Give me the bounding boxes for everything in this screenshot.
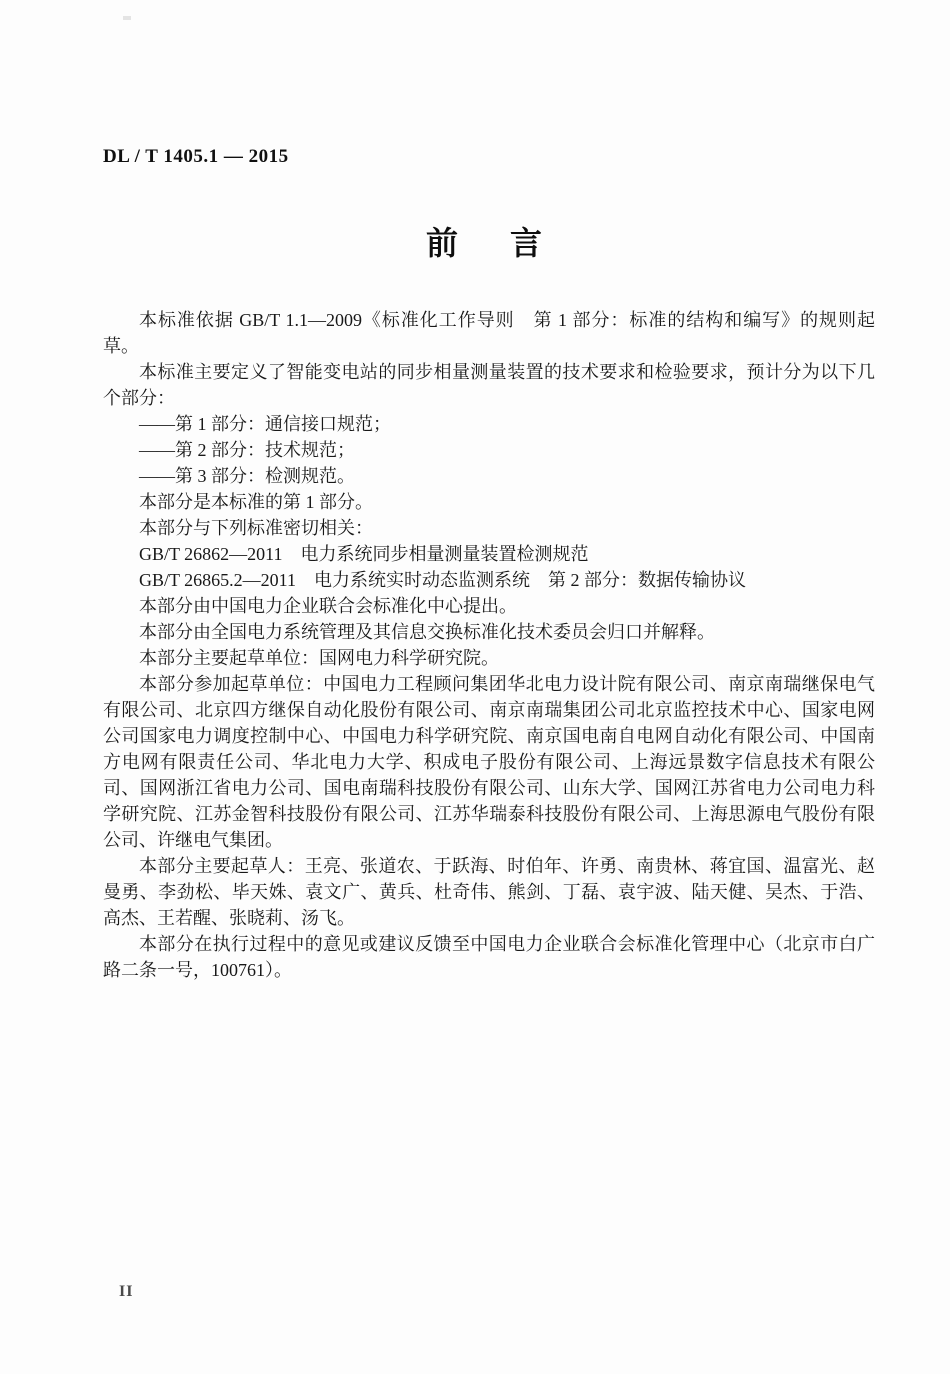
scan-artifact <box>123 16 131 20</box>
page-number: II <box>119 1283 134 1300</box>
proposed-by-statement: 本部分由中国电力企业联合会标准化中心提出。 <box>139 596 517 616</box>
related-standard-gbt26862: GB/T 26862—2011 电力系统同步相量测量装置检测规范 <box>139 544 589 564</box>
standard-code: DL / T 1405.1 — 2015 <box>103 146 289 167</box>
drafters-statement: 本部分主要起草人：王亮、张道农、于跃海、时伯年、许勇、南贵林、蒋宜国、温富光、赵曼勇、李劲松、毕天姝、袁文广、黄兵、杜奇伟、熊剑、丁磊、袁宇波、陆天健、吴杰、于浩、高杰、王若醒、张晓莉、汤飞。 <box>103 856 875 928</box>
main-drafting-org-statement: 本部分主要起草单位：国网电力科学研究院。 <box>139 648 499 668</box>
participating-orgs-statement: 本部分参加起草单位：中国电力工程顾问集团华北电力设计院有限公司、南京南瑞继保电气有限公司、北京四方继保自动化股份有限公司、南京南瑞集团公司北京监控技术中心、国家电网公司国家电力调度控制中心、中国电力科学研究院、南京国电南自电网自动化有限公司、中国南方电网有限责任公司、华北电力大学、积成电子股份有限公司、上海远景数字信息技术有限公司、国网浙江省电力公司、国电南瑞科技股份有限公司、山东大学、国网江苏省电力公司电力科学研究院、江苏金智科技股份有限公司、江苏华瑞泰科技股份有限公司、上海思源电气股份有限公司、许继电气集团。 <box>103 674 875 850</box>
part-list-item-3: ——第 3 部分：检测规范。 <box>139 466 355 486</box>
related-standard-gbt26865: GB/T 26865.2—2011 电力系统实时动态监测系统 第 2 部分：数据传输协议 <box>139 570 747 590</box>
part-list-item-2: ——第 2 部分：技术规范； <box>139 440 355 460</box>
page-title: 前 言 <box>425 225 552 261</box>
scope-paragraph: 本标准主要定义了智能变电站的同步相量测量装置的技术要求和检验要求，预计分为以下几个部分： <box>103 362 875 408</box>
feedback-statement: 本部分在执行过程中的意见或建议反馈至中国电力企业联合会标准化管理中心（北京市白广路二条一号，100761）。 <box>103 934 875 980</box>
centralized-by-statement: 本部分由全国电力系统管理及其信息交换标准化技术委员会归口并解释。 <box>139 622 715 642</box>
related-standards-intro: 本部分与下列标准密切相关： <box>139 518 373 538</box>
current-part-statement: 本部分是本标准的第 1 部分。 <box>139 492 373 512</box>
part-list-item-1: ——第 1 部分：通信接口规范； <box>139 414 391 434</box>
drafting-basis-paragraph: 本标准依据 GB/T 1.1—2009《标准化工作导则 第 1 部分：标准的结构和编写》的规则起草。 <box>103 310 875 356</box>
foreword-body <box>103 307 875 983</box>
